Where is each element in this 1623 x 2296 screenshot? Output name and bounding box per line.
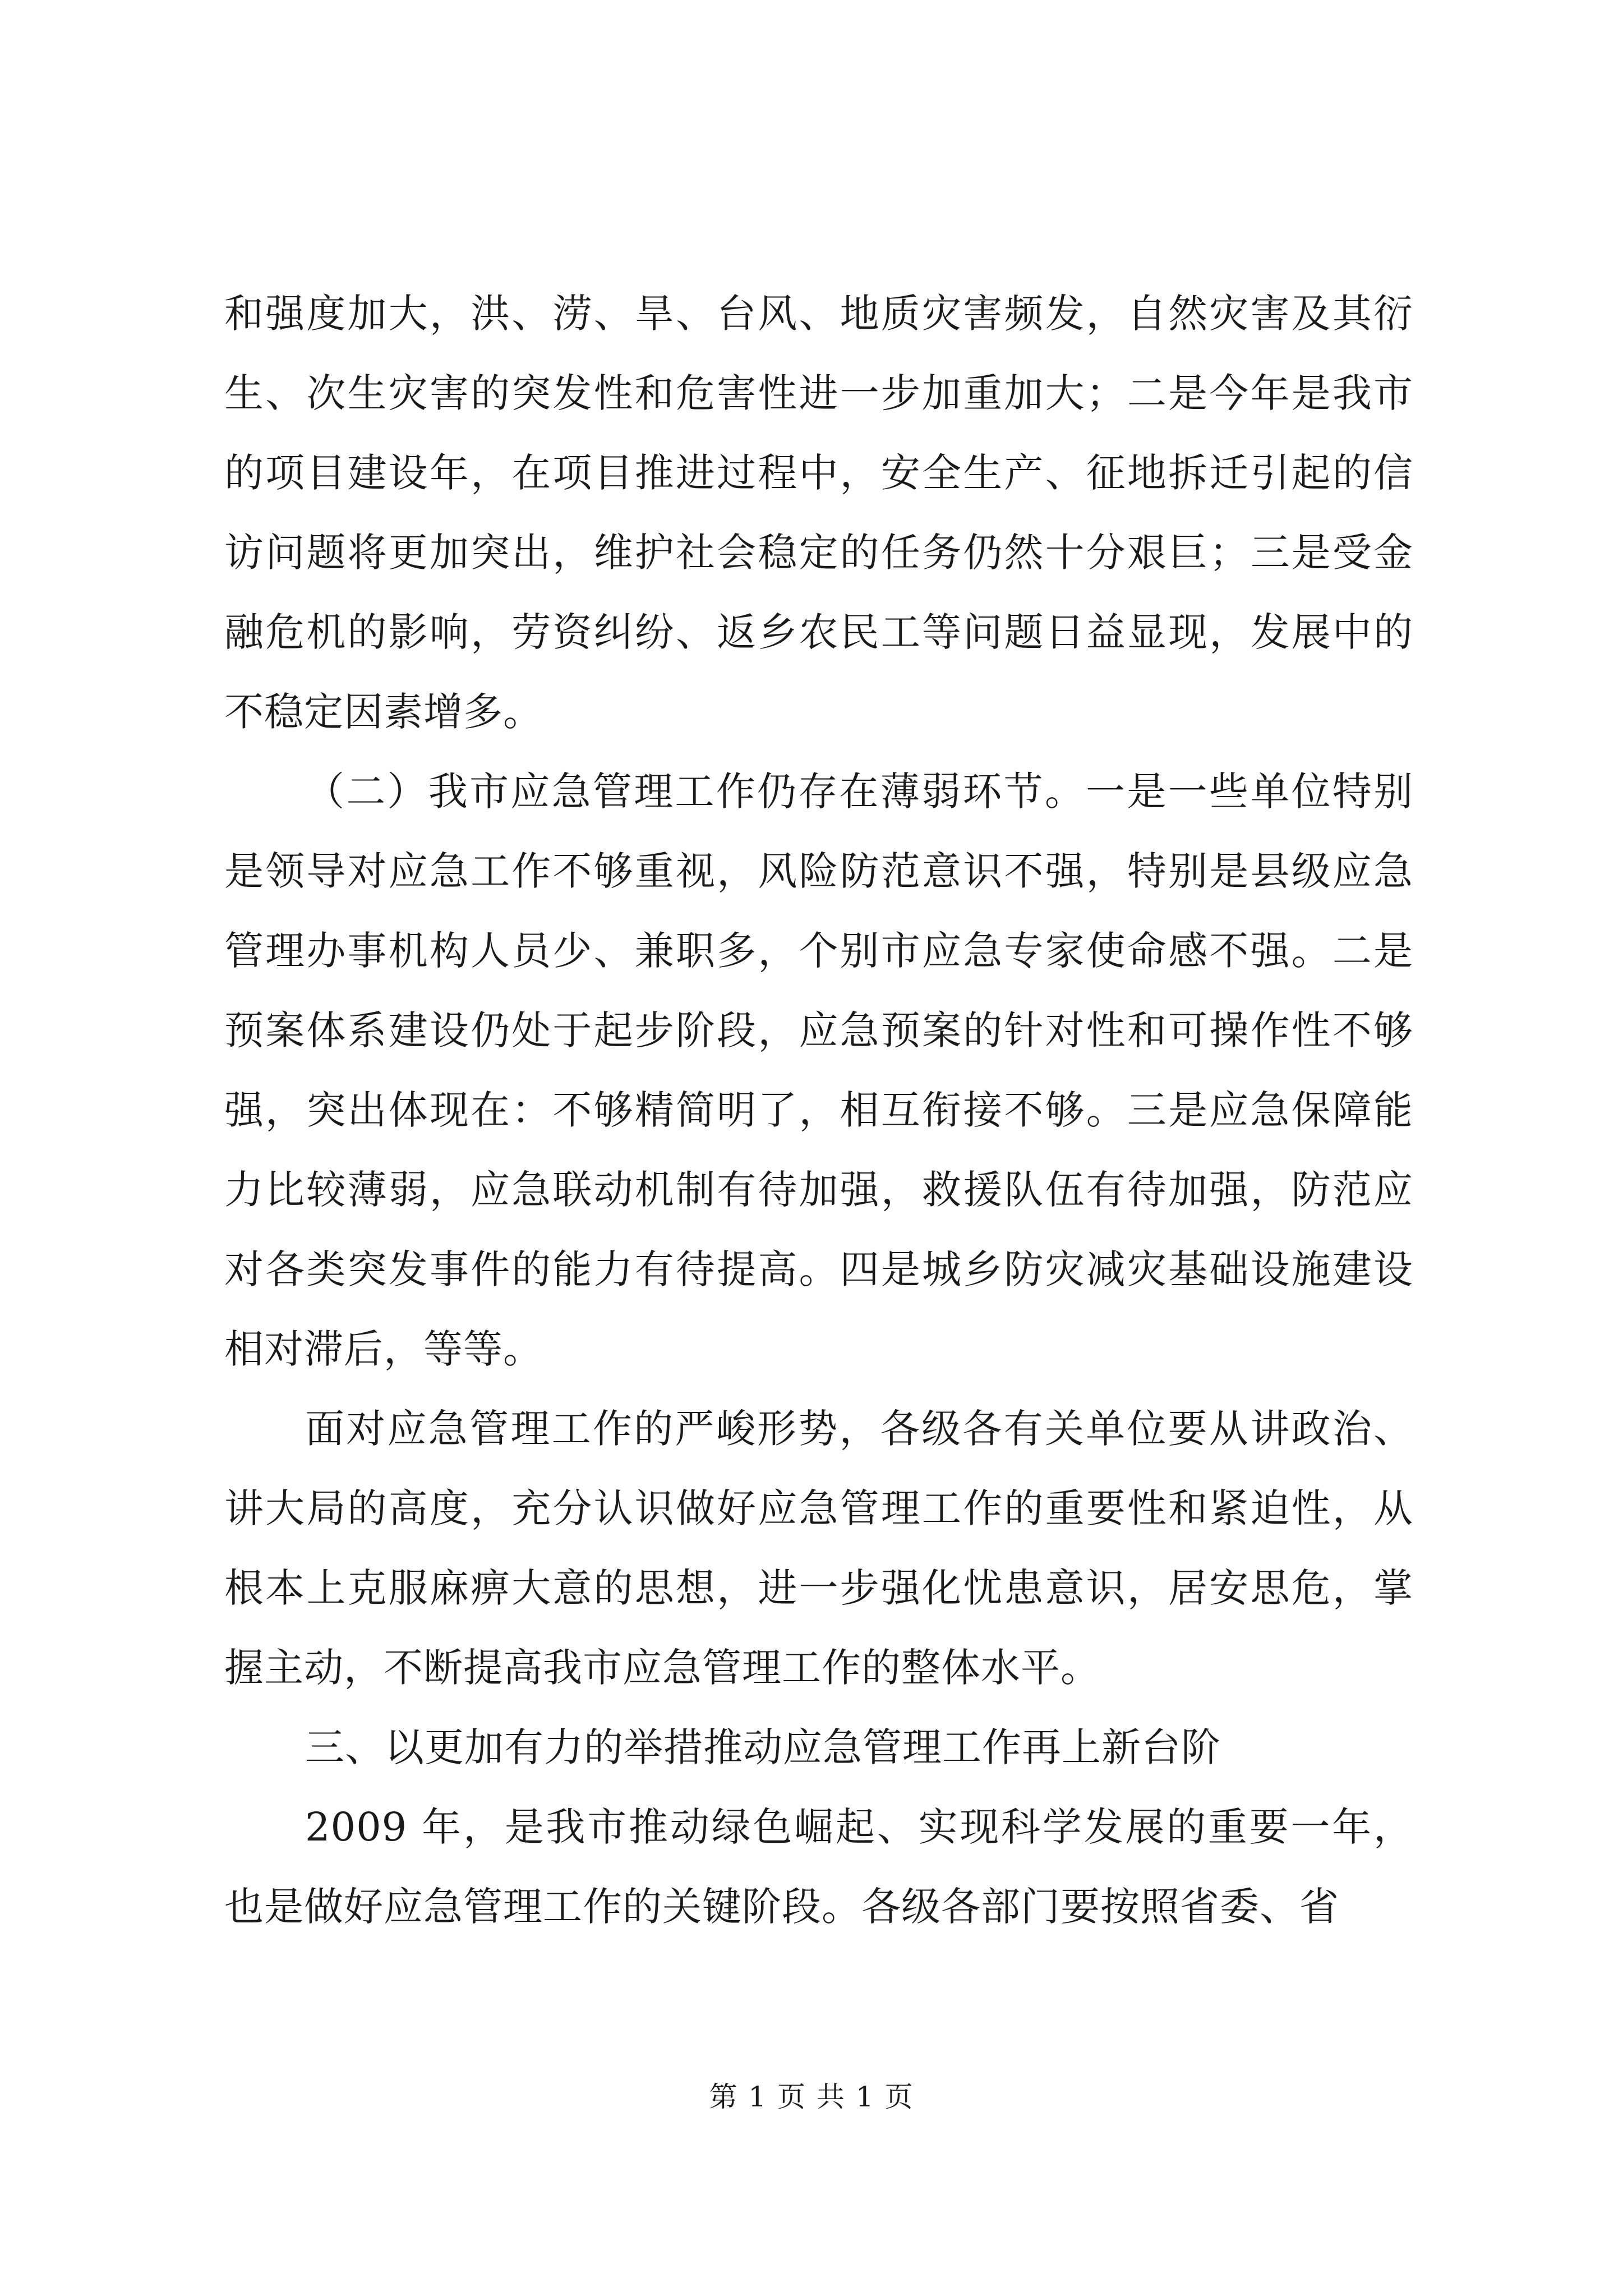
section-heading: 三、以更加有力的举措推动应急管理工作再上新台阶 xyxy=(305,1724,1221,1770)
page-footer: 第 1 页 共 1 页 xyxy=(709,2081,914,2113)
paragraph-2009: 2009 年，是我市推动绿色崛起、实现科学发展的重要一年，也是做好应急管理工作的关键阶段。各级各部门要按照省委、省 xyxy=(224,1804,1413,1930)
document-body xyxy=(224,274,1413,1947)
paragraph-severe-situation: 面对应急管理工作的严峻形势，各级各有关单位要从讲政治、讲大局的高度，充分认识做好应急管理工作的重要性和紧迫性，从根本上克服麻痹大意的思想，进一步强化忧患意识，居安思危，掌握主动，不断提高我市应急管理工作的整体水平。 xyxy=(224,1406,1413,1691)
paragraph-weak-links: （二）我市应急管理工作仍存在薄弱环节。一是一些单位特别是领导对应急工作不够重视，风险防范意识不强，特别是县级应急管理办事机构人员少、兼职多，个别市应急专家使命感不强。二是预案体系建设仍处于起步阶段，应急预案的针对性和可操作性不够强，突出体现在：不够精简明了，相互衔接不够。三是应急保障能力比较薄弱，应急联动机制有待加强，救援队伍有待加强，防范应对各类突发事件的能力有待提高。四是城乡防灾减灾基础设施建设相对滞后，等等。 xyxy=(224,769,1413,1372)
paragraph-continuation: 和强度加大，洪、涝、旱、台风、地质灾害频发，自然灾害及其衍生、次生灾害的突发性和危害性进一步加重加大；二是今年是我市的项目建设年，在项目推进过程中，安全生产、征地拆迁引起的信访问题将更加突出，维护社会稳定的任务仍然十分艰巨；三是受金融危机的影响，劳资纠纷、返乡农民工等问题日益显现，发展中的不稳定因素增多。 xyxy=(224,291,1413,735)
